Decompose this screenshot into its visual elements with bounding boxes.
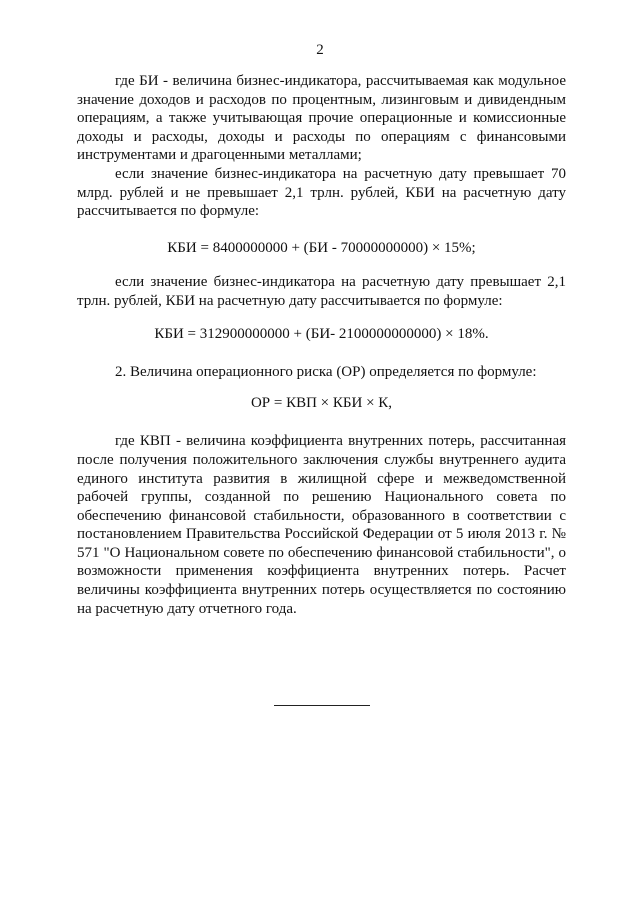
formula-kbi-2: КБИ = 312900000000 + (БИ- 2100000000000) × 18%. (154, 325, 489, 342)
paragraph-bi-definition: где БИ - величина бизнес-индикатора, рассчитываемая как модульное значение доходов и расходов по процентным, лизинговым и дивидендным операциям, а также учитывающая прочие операционные и комиссионные доходы и расходы, доходы и расходы по операциям с финансовыми инструментами и драгоценными металлами; (77, 73, 566, 164)
paragraph-op-risk: 2. Величина операционного риска (ОР) определяется по формуле: (115, 364, 537, 381)
paragraph-condition-70bn: если значение бизнес-индикатора на расчетную дату превышает 70 млрд. рублей и не превышает 2,1 трлн. рублей, КБИ на расчетную дату рассчитывается по формуле: (77, 165, 566, 220)
page-number: 2 (316, 42, 324, 58)
paragraph-kvp-definition: где КВП - величина коэффициента внутренних потерь, рассчитанная после получения положительного заключения службы внутреннего аудита единого института развития в жилищной сфере и межведомственной рабочей группы, созданной по решению Национального совета по обеспечению финансовой стабильности, образованного в соответствии с постановлением Правительства Российской Федерации от 5 июля 2013 г. № 571 "О Национальном совете по обеспечению финансовой стабильности", о возможности применения коэффициента внутренних потерь. Расчет величины коэффициента внутренних потерь осуществляется по состоянию на расчетную дату отчетного года. (77, 433, 566, 617)
formula-kbi-1: КБИ = 8400000000 + (БИ - 70000000000) × 15%; (167, 239, 476, 256)
formula-op-risk: ОР = КВП × КБИ × К, (250, 394, 393, 411)
document-body (77, 72, 566, 618)
paragraph-condition-2-1tn: если значение бизнес-индикатора на расчетную дату превышает 2,1 трлн. рублей, КБИ на расчетную дату рассчитывается по формуле: (77, 274, 566, 309)
end-rule (274, 705, 370, 706)
